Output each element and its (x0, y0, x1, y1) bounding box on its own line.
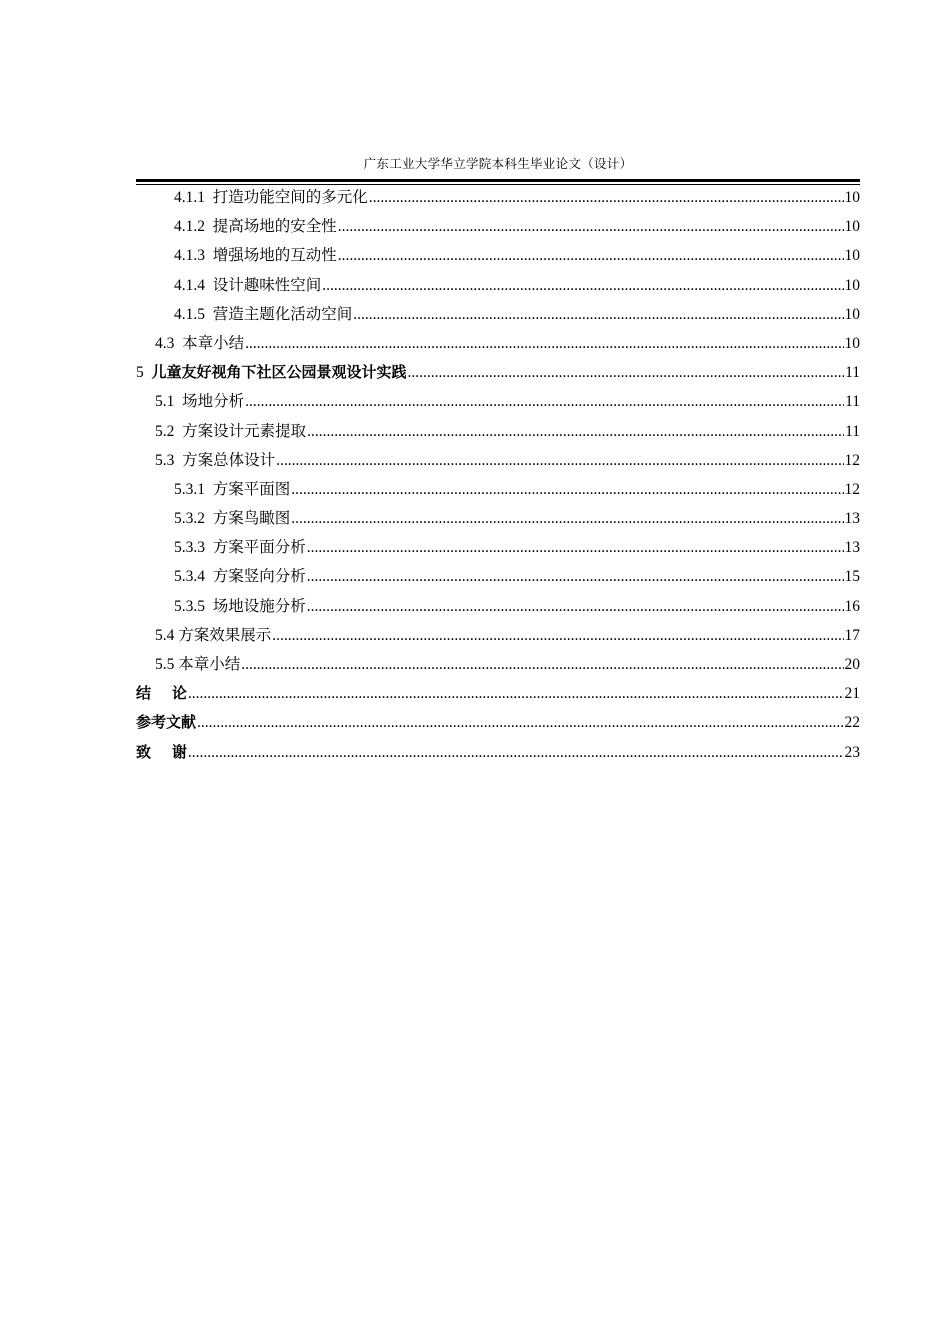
toc-entry-title: 场地分析 (182, 393, 245, 411)
dot-leader (307, 417, 844, 446)
dot-leader (338, 241, 844, 270)
toc-entry-title: 方案平面分析 (212, 539, 306, 557)
toc-entry-4-3[interactable]: 4.3 本章小结 ..... 10 (136, 329, 860, 358)
dot-leader (245, 329, 843, 358)
table-of-contents (136, 183, 860, 767)
toc-page-number: 17 (844, 626, 860, 644)
dot-leader (276, 446, 843, 475)
dot-leader (188, 738, 844, 767)
toc-page-number: 12 (844, 451, 860, 469)
toc-page-number: 10 (844, 276, 860, 294)
dot-leader (353, 300, 843, 329)
toc-entry-5-3-3[interactable]: 5.3.3 方案平面分析 ..... 13 (136, 533, 860, 562)
toc-entry-title: 打造功能空间的多元化 (212, 189, 368, 206)
toc-page-number: 22 (844, 714, 860, 732)
toc-page-number: 10 (844, 334, 860, 352)
toc-entry-title: 方案总体设计 (182, 451, 276, 469)
toc-entry-title: 营造主题化活动空间 (212, 305, 353, 323)
dot-leader (307, 533, 844, 562)
toc-entry-title: 方案设计元素提取 (182, 422, 307, 440)
toc-entry-references[interactable] (136, 708, 860, 737)
toc-entry-5-3-1[interactable]: 5.3.1 方案平面图 ..... 12 (136, 475, 860, 504)
dot-leader (245, 387, 844, 416)
toc-page-number: 10 (844, 305, 860, 323)
dot-leader (369, 183, 844, 212)
toc-entry-title: 设计趣味性空间 (212, 276, 322, 294)
toc-entry-4-1-2[interactable]: 4.1.2 提高场地的安全性 ..... 10 (136, 212, 860, 241)
toc-entry-5-4[interactable]: 5.4 方案效果展示 ..... 17 (136, 621, 860, 650)
toc-entry-title: 参考文献 (136, 713, 197, 732)
toc-page-number: 21 (844, 685, 860, 703)
toc-entry-5-3-5[interactable]: 5.3.5 场地设施分析 ..... 16 (136, 592, 860, 621)
toc-entry-title: 增强场地的互动性 (212, 247, 337, 265)
toc-page-number: 12 (844, 480, 860, 498)
toc-entry-5-1[interactable]: 5.1 场地分析 ..... 11 (136, 387, 860, 416)
dot-leader (408, 358, 845, 387)
toc-page-number: 11 (845, 364, 860, 382)
dot-leader (197, 708, 843, 737)
toc-entry-title: 儿童友好视角下社区公园景观设计实践 (151, 363, 407, 382)
toc-page-number: 20 (844, 656, 860, 673)
toc-entry-5-5[interactable]: 5.5 本章小结 ..... 20 (136, 650, 860, 679)
toc-page-number: 16 (844, 597, 860, 615)
page-header-title: 广东工业大学华立学院本科生毕业论文（设计） (363, 156, 633, 171)
toc-entry-title: 方案竖向分析 (212, 568, 306, 586)
dot-leader (307, 562, 844, 591)
dot-leader (272, 621, 843, 650)
dot-leader (291, 475, 843, 504)
toc-entry-title: 提高场地的安全性 (212, 218, 337, 236)
toc-page-number: 15 (844, 568, 860, 586)
dot-leader (322, 271, 843, 300)
toc-entry-4-1-1[interactable]: 4.1.1 打造功能空间的多元化 ..... 10 (136, 183, 860, 212)
toc-entry-title: 方案效果展示 (178, 626, 272, 644)
toc-entry-4-1-3[interactable]: 4.1.3 增强场地的互动性 ..... 10 (136, 241, 860, 270)
dot-leader (241, 650, 843, 679)
toc-page-number: 13 (844, 510, 860, 528)
toc-entry-acknowledgements[interactable] (136, 738, 860, 767)
dot-leader (338, 212, 844, 241)
toc-page-number: 11 (845, 393, 860, 411)
toc-entry-5-3-4[interactable]: 5.3.4 方案竖向分析 ..... 15 (136, 562, 860, 591)
dot-leader (188, 679, 844, 708)
toc-entry-title: 本章小结 (182, 334, 245, 352)
toc-page-number: 23 (844, 743, 860, 761)
toc-page-number: 10 (844, 189, 860, 206)
toc-entry-4-1-5[interactable]: 4.1.5 营造主题化活动空间 ..... 10 (136, 300, 860, 329)
toc-entry-5-2[interactable]: 5.2 方案设计元素提取 ..... 11 (136, 417, 860, 446)
toc-entry-title: 结 论 (136, 684, 187, 703)
toc-page-number: 10 (844, 247, 860, 265)
toc-page-number: 11 (845, 422, 860, 440)
header-rule-thick (136, 179, 860, 182)
dot-leader (307, 592, 844, 621)
toc-entry-conclusion[interactable] (136, 679, 860, 708)
toc-entry-title: 方案鸟瞰图 (212, 510, 291, 528)
toc-entry-title: 方案平面图 (212, 480, 291, 498)
toc-page-number: 10 (844, 218, 860, 236)
toc-entry-5-3[interactable]: 5.3 方案总体设计 ..... 12 (136, 446, 860, 475)
toc-entry-title: 本章小结 (178, 656, 241, 673)
dot-leader (291, 504, 843, 533)
toc-entry-chapter-5[interactable]: 5 儿童友好视角下社区公园景观设计实践 ..... 11 (136, 358, 860, 387)
toc-entry-4-1-4[interactable]: 4.1.4 设计趣味性空间 ..... 10 (136, 271, 860, 300)
toc-entry-title: 场地设施分析 (212, 597, 306, 615)
toc-entry-5-3-2[interactable]: 5.3.2 方案鸟瞰图 ..... 13 (136, 504, 860, 533)
toc-entry-title: 致 谢 (136, 742, 187, 761)
toc-page-number: 13 (844, 539, 860, 557)
